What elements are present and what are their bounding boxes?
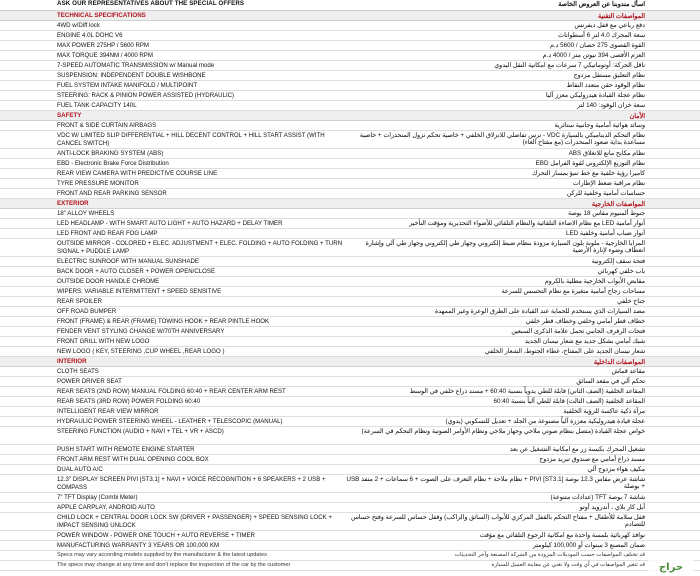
spec-text-en: MAX TORQUE 394NM / 4000 RPM	[57, 52, 153, 59]
spec-row	[0, 169, 700, 179]
disclaimer-row	[0, 551, 700, 561]
spec-text-ar: دفع رباعي مع قفل ديفرنس	[574, 21, 645, 29]
spec-row	[0, 71, 700, 81]
spec-text-ar: مرآة ذكية عاكسة للرؤية الخلفية	[563, 407, 645, 415]
spec-row	[0, 51, 700, 61]
spec-text-ar: ناقل الحركة: أوتوماتيكي 7 سرعات مع امكانية النقل اليدوي	[494, 61, 645, 69]
spec-text-ar: شبك أمامي بشكل جديد مع شعار نيسان الجديد	[524, 337, 645, 345]
spec-text-ar: سعة المحرك 4.0 لتر 6 أسطوانات	[558, 31, 645, 39]
spec-row	[0, 41, 700, 51]
spec-text-en: REAR SEATS (2ND ROW) MANUAL FOLDING 60:40 + REAR CENTER ARM REST	[57, 388, 286, 395]
spec-row	[0, 541, 700, 551]
spec-row	[0, 475, 700, 493]
spec-text-ar: شعار نيسان الجديد على المفتاح، غطاء الجنوط، الشعار الخلفي	[484, 347, 645, 355]
spec-text-ar: المرايا الخارجية - ملونة بلون السيارة مزودة بنظام ضبط إلكتروني وجهاز طي إلكتروني وجهاز طي آلي وإشارة انعطاف وضوء لإنارة الأرضية	[365, 239, 645, 255]
spec-text-en: 7-SPEED AUTOMATIC TRANSMISSION w/ Manual mode	[57, 62, 215, 69]
spec-text-en: BACK DOOR + AUTO CLOSER + POWER OPEN/CLOSE	[57, 268, 216, 275]
spec-row	[0, 61, 700, 71]
spec-text-ar: خطاف قطر أمامي وخلفي وخطاف قطر خلفي	[525, 317, 645, 325]
spec-row	[0, 417, 700, 427]
section-header	[0, 111, 700, 121]
spec-text-ar: باب خلفي كهربائي	[597, 267, 645, 275]
spec-row	[0, 287, 700, 297]
offers-banner-en: ASK OUR REPRESENTATIVES ABOUT THE SPECIAL OFFERS	[57, 0, 245, 7]
spec-row	[0, 31, 700, 41]
spec-row	[0, 277, 700, 287]
spec-row	[0, 267, 700, 277]
spec-text-ar: نظام مكابح مانع للانغلاق ABS	[568, 149, 645, 157]
spec-text-ar: أنوار أمامية LED مع نظام الاضاءة التلقائية والنظام التلقائي للأضواء التحذيرية ومؤقت التأخير	[409, 219, 645, 227]
spec-text-ar: تحكم آلي في مقعد السائق	[576, 377, 645, 385]
section-title-en: SAFETY	[57, 112, 82, 119]
spec-text-ar: مكيف هواء مزدوج آلي	[587, 465, 645, 473]
spec-row	[0, 397, 700, 407]
spec-text-en: SUSPENSION: INDEPENDENT DOUBLE WISHBONE	[57, 72, 206, 79]
spec-text-en: INTELLIGENT REAR VIEW MIRROR	[57, 408, 159, 415]
spec-row	[0, 455, 700, 465]
spec-text-ar: أبل كار بلاي ، أندرويد أوتو	[579, 503, 645, 511]
spec-text-en: STEERING FUNCTION (AUDIO + NAVI + TEL + VR + ASCD)	[57, 428, 224, 435]
spec-text-ar: أنوار ضباب أمامية وخلفية LED	[565, 229, 645, 237]
spec-text-ar: نظام مراقبة ضغط الإطارات	[572, 179, 645, 187]
spec-text-en: MANUFACTURING WARRANTY 3 YEARS OR 100,000 KM	[57, 542, 220, 549]
section-title-en: EXTERIOR	[57, 200, 89, 207]
spec-row	[0, 179, 700, 189]
spec-text-ar: كاميرا رؤية خلفية مع خط تنبؤ بمسار التحرك	[532, 169, 645, 177]
spec-row	[0, 347, 700, 357]
section-title-ar: الأمان	[629, 112, 645, 120]
spec-text-en: 4WD w/Diff lock	[57, 22, 100, 29]
spec-text-en: ENGINE 4.0L DOHC V6	[57, 32, 123, 39]
spec-text-ar: فتحة سقف إلكترونية	[591, 257, 645, 265]
section-header	[0, 357, 700, 367]
spec-row	[0, 189, 700, 199]
spec-row	[0, 219, 700, 229]
section-header	[0, 199, 700, 209]
spec-row	[0, 81, 700, 91]
section-header	[0, 11, 700, 21]
spec-text-en: CHILD LOCK + CENTRAL DOOR LOCK SW (DRIVER + PASSENGER) + SPEED SENSING LOCK + IMPACT SENSING UNLOCK	[57, 514, 332, 529]
spec-row	[0, 427, 700, 445]
spec-text-en: REAR SPOILER	[57, 298, 103, 305]
spec-text-en: PUSH START WITH REMOTE ENGINE STARTER	[57, 446, 195, 453]
spec-row	[0, 367, 700, 377]
spec-row	[0, 407, 700, 417]
spec-row	[0, 159, 700, 169]
offers-banner-ar: اسأل مندوبنا عن العروض الخاصة	[558, 1, 645, 8]
spec-text-en: FRONT & SIDE CURTAIN AIRBAGS	[57, 122, 157, 129]
haraj-watermark-logo	[648, 559, 694, 573]
spec-text-en: 12.3" DISPLAY SCREEN PIVI [ST3.1] + NAVI + VOICE RECOGNITION + 6 SPEAKERS + 2 USB + COMPASS	[57, 476, 326, 491]
spec-row	[0, 21, 700, 31]
spec-text-ar: وسائد هوائية أمامية وجانبية ستائرية	[554, 121, 645, 129]
spec-text-en: NEW LOGO ( KEY, STEERING ,CUP WHEEL ,REAR LOGO )	[57, 348, 225, 355]
spec-text-en: POWER WINDOW - POWER ONE TOUCH + AUTO REVERSE + TIMER	[57, 532, 255, 539]
spec-text-ar: مسند ذراع أمامي مع صندوق تبريد مزدوج	[539, 455, 645, 463]
spec-text-en: HYDRAULIC POWER STEERING WHEEL - LEATHER + TELESCOPIC (MANUAL)	[57, 418, 283, 425]
section-title-ar: المواصفات الداخلية	[593, 358, 645, 366]
spec-text-ar: جنوط ألمنيوم مقاس 18 بوصة	[567, 209, 645, 217]
spec-text-ar: مساحات زجاج أمامية متغيرة مع نظام التحسس للسرعة	[501, 287, 645, 295]
spec-text-ar: نوافذ كهربائية بلمسة واحدة مع امكانية الرجوع التلقائي مع مؤقت	[479, 531, 645, 539]
spec-text-en: POWER DRIVER SEAT	[57, 378, 122, 385]
disclaimer-text-ar: قد تختلف المواصفات حسب الموديلات المزودة من الشركة المصنعة وآخر التحديثات	[454, 551, 645, 558]
spec-text-ar: خواص عجلة القيادة (متصل بنظام صوتي ملاحي وجهاز ملاحي ونظام الأوامر الصوتية ونظام التحكم في السرعة)	[361, 427, 645, 435]
spec-text-en: TYRE PRESSURE MONITOR	[57, 180, 139, 187]
spec-row	[0, 377, 700, 387]
section-title-ar: المواصفات التقنية	[597, 12, 645, 20]
spec-text-en: FUEL SYSTEM INTAKE MANIFOLD / MULTIPOINT	[57, 82, 198, 89]
watermark-text: حراج	[658, 562, 684, 573]
spec-row	[0, 531, 700, 541]
spec-text-en: FRONT (FRAME) & REAR (FRAME) TOWING HOOK + REAR PINTLE HOOK	[57, 318, 270, 325]
spec-text-en: FENDER VENT STYLING CHANGE W/70TH ANNIVERSARY	[57, 328, 225, 335]
spec-text-ar: نظام التعليق مستقل مزدوج	[573, 71, 645, 79]
spec-text-en: DUAL AUTO A/C	[57, 466, 103, 473]
spec-row	[0, 209, 700, 219]
spec-row	[0, 131, 700, 149]
spec-text-ar: سعة خزان الوقود: 140 لتر	[577, 101, 645, 109]
spec-row	[0, 503, 700, 513]
disclaimer-text-ar: قد تتغير المواصفات في أي وقت ولا تغني عن معاينة العميل للسيارة	[491, 561, 645, 568]
spec-row	[0, 229, 700, 239]
spec-text-en: ANTI-LOCK BRAKING SYSTEM (ABS)	[57, 150, 164, 157]
spec-text-ar: شاشة 7 بوصة TFT (عدادات متنوعة)	[550, 493, 645, 501]
spec-text-en: OFF ROAD BUMPER	[57, 308, 117, 315]
spec-row	[0, 149, 700, 159]
section-title-en: TECHNICAL SPECIFICATIONS	[57, 12, 146, 19]
spec-text-ar: جناح خلفي	[617, 297, 645, 305]
spec-text-en: APPLE CARPLAY, ANDROID AUTO	[57, 504, 155, 511]
spec-text-ar: شاشة عرض مقاس 12.3 بوصة PIVI [ST3.1] + نظام ملاحة + نظام التعرف على الصوت + 6 سماعات + 2 منفذ USB + بوصلة	[346, 475, 645, 491]
spec-row	[0, 513, 700, 531]
spec-row	[0, 121, 700, 131]
disclaimer-text-en: Specs may vary according models supplied by the manufacturer & the latest updates	[57, 552, 267, 558]
spec-text-ar: مقابض الأبواب الخارجية مطلية بالكروم	[544, 277, 645, 285]
section-title-ar: المواصفات الخارجية	[591, 200, 645, 208]
spec-row	[0, 91, 700, 101]
spec-text-ar: حساسات أمامية وخلفية للركن	[566, 189, 645, 197]
disclaimer-notes	[0, 551, 700, 571]
spec-text-ar: القوة القصوى 275 حصان / 5600 د.م	[549, 41, 645, 49]
spec-text-ar: تشغيل المحرك بكبسة زر مع امكانية التشغيل عن بعد	[509, 445, 645, 453]
spec-text-en: VDC W/ LIMITED SLIP DIFFERENTIAL + HILL DECENT CONTROL + HILL START ASSIST (WITH CANCEL SWITCH)	[57, 132, 325, 147]
spec-text-ar: مصد السيارات الذي يستخدم للحماية عند القيادة على الطرق الوعرة وغير الممهدة	[434, 307, 645, 315]
offers-banner	[0, 0, 700, 11]
spec-text-en: CLOTH SEATS	[57, 368, 99, 375]
spec-text-ar: نظام الوقود حقن متعدد النقاط	[566, 81, 645, 89]
spec-text-en: STEERING: RACK & PINION POWER ASSISTED (HYDRAULIC)	[57, 92, 235, 99]
spec-text-ar: قفل سلامة للأطفال + مفتاح التحكم بالقفل المركزي للأبواب (السائق والراكب) وقفل حساس للسرعة وفتح حساس للتصادم	[350, 513, 645, 529]
spec-row	[0, 493, 700, 503]
spec-row	[0, 327, 700, 337]
spec-text-en: FRONT AND REAR PARKING SENSOR	[57, 190, 167, 197]
spec-text-en: FRONT GRILL WITH NEW LOGO	[57, 338, 150, 345]
spec-text-en: OUTSIDE MIRROR - COLORED + ELEC. ADJUSTMENT + ELEC. FOLDING + AUTO FOLDING + TURN SIGNAL + PUDDLE LAMP	[57, 240, 343, 255]
spec-text-ar: ضمان المصنع 3 سنوات أو 100,000 كيلومتر	[532, 541, 645, 549]
spec-row	[0, 101, 700, 111]
spec-text-en: OUTSIDE DOOR HANDLE CHROME	[57, 278, 160, 285]
spec-text-en: 18" ALLOY WHEELS	[57, 210, 115, 217]
spec-text-ar: العزم الأقصى 394 نيوتن متر / 4000 د.م	[542, 51, 645, 59]
spec-row	[0, 257, 700, 267]
spec-text-ar: نظام التحكم الديناميكي بالسيارة VDC - ترس تفاضلي للانزلاق الخلفي + خاصية تحكم نزول المنحدرات + خاصية مساعدة بداية صعود المنحدرات (مع مفتاح الغاء)	[359, 131, 645, 147]
spec-text-en: REAR VIEW CAMERA WITH PREDICTIVE COURSE LINE	[57, 170, 218, 177]
spec-text-en: 7" TFT Display (Combi Meter)	[57, 494, 138, 501]
spec-row	[0, 317, 700, 327]
spec-text-en: FUEL TANK CAPACITY 140L	[57, 102, 137, 109]
disclaimer-text-en: The specs may change at any time and don't replace the inspection of the car by the customer	[57, 562, 291, 568]
spec-row	[0, 337, 700, 347]
spec-text-en: WIPERS: VARIABLE INTERMITTENT + SPEED SENSITIVE	[57, 288, 222, 295]
spec-text-ar: عجلة قيادة هيدروليكية معززة آلياً مصنوعة من الجلد + تعديل للتسكوبي (يدوي)	[445, 417, 645, 425]
section-title-en: INTERIOR	[57, 358, 87, 365]
spec-row	[0, 239, 700, 257]
spec-text-en: MAX POWER 275HP / 5600 RPM	[57, 42, 150, 49]
spec-text-en: EBD - Electronic Brake Force Distribution	[57, 160, 169, 167]
spec-text-en: ELECTRIC SUNROOF WITH MANUAL SUNSHADE	[57, 258, 199, 265]
spec-row	[0, 387, 700, 397]
spec-text-ar: نظام التوزيع الإلكتروني لقوة الفرامل EBD	[535, 159, 645, 167]
spec-text-en: FRONT ARM REST WITH DUAL OPENING COOL BOX	[57, 456, 209, 463]
spec-text-ar: مقاعد قماش	[611, 367, 645, 375]
spec-text-ar: فتحات الرفرف الجانبي تحمل علامة الذكرى السبعين	[511, 327, 645, 335]
spec-row	[0, 297, 700, 307]
spec-sections	[0, 11, 700, 551]
spec-row	[0, 465, 700, 475]
spec-text-en: REAR SEATS (3RD ROW) POWER FOLDING 60:40	[57, 398, 201, 405]
spec-row	[0, 307, 700, 317]
spec-text-en: LED FRONT AND REAR FOG LAMP	[57, 230, 158, 237]
spec-text-ar: نظام عجلة القيادة هيدروليكي معزز آليا	[545, 91, 645, 99]
disclaimer-row	[0, 561, 700, 571]
spec-text-ar: المقاعد الخلفية (الصف الثالث) قابلة للطي آلياً بنسبة 60:40	[493, 397, 645, 405]
spec-text-en: LED HEADLAMP - WITH SMART AUTO LIGHT + AUTO HAZARD + DELAY TIMER	[57, 220, 283, 227]
spec-row	[0, 445, 700, 455]
spec-text-ar: المقاعد الخلفية (الصف الثاني) قابلة للطي يدوياً بنسبة 60:40 + مسند ذراع خلفي في الوسط	[409, 387, 645, 395]
